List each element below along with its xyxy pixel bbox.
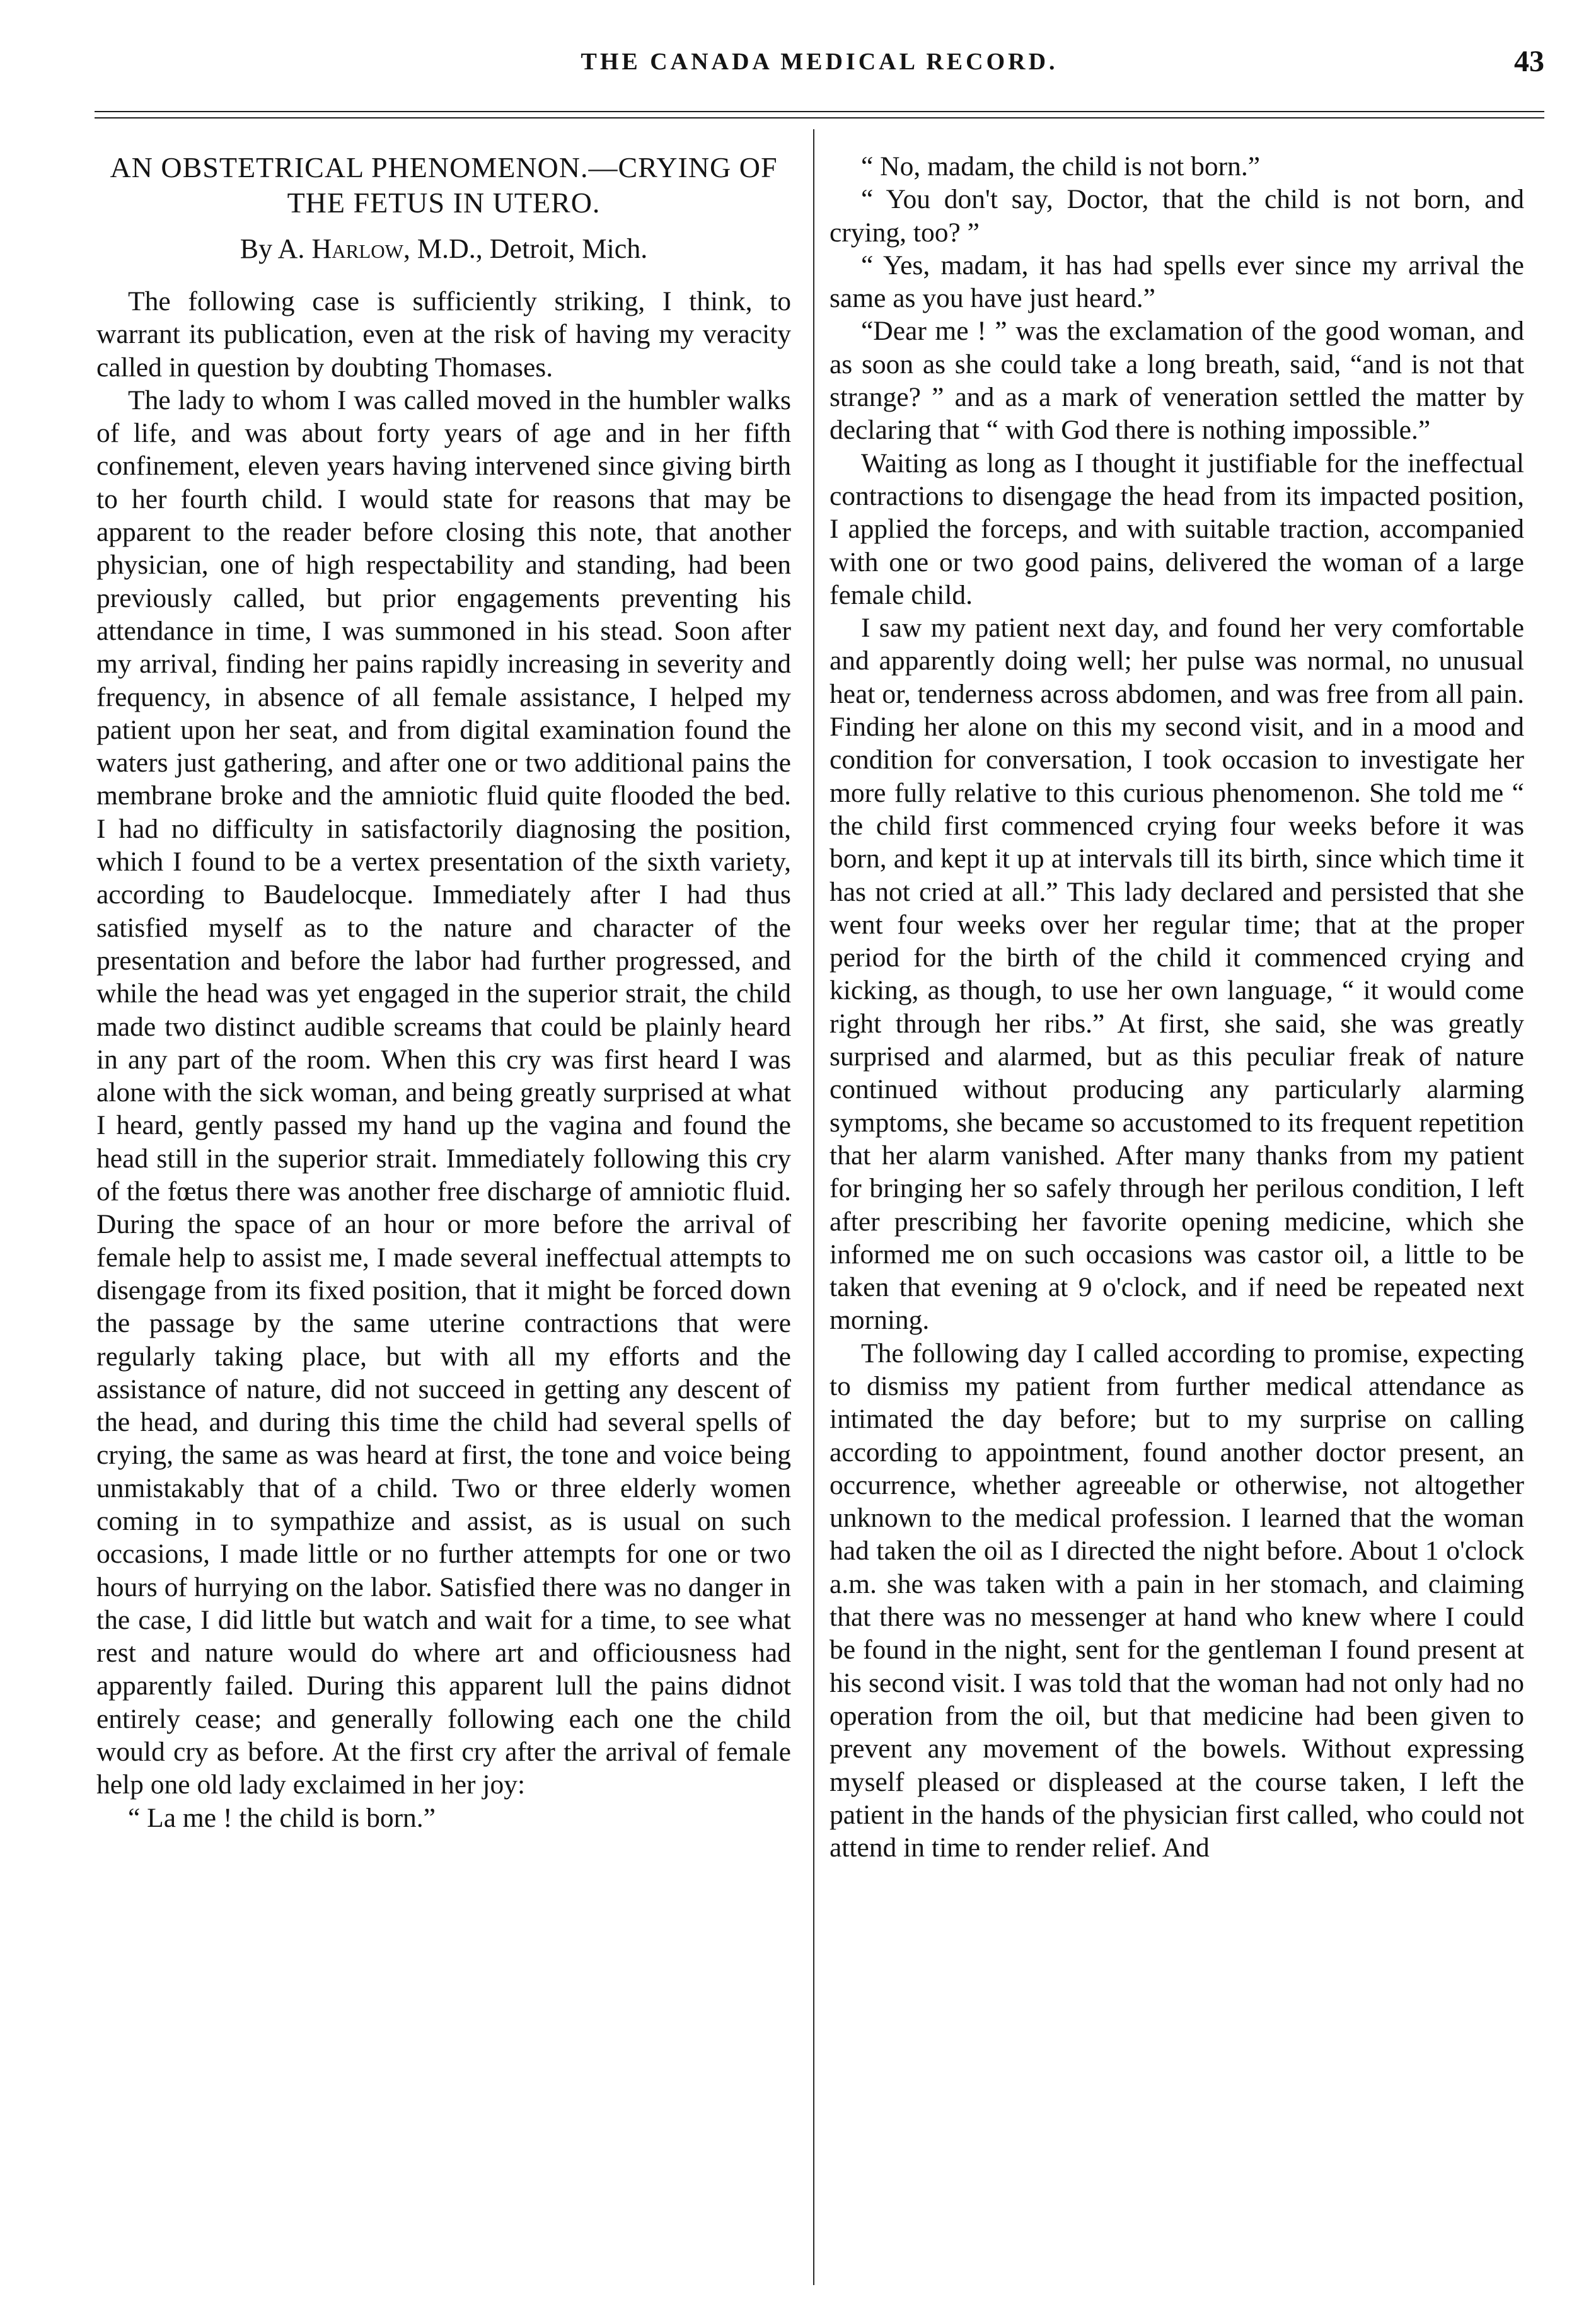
author-name: Harlow xyxy=(311,233,403,264)
journal-title: THE CANADA MEDICAL RECORD. xyxy=(581,49,1058,75)
paragraph: I saw my patient next day, and found her very comfortable and apparently doing well; her pulse was normal, no unusual heat or, tenderness across abdomen, and was free from all pain. Finding her alone on this my second visit, and in a mood and condition for conversation, I took occasion to investigate her more fully relative to this curious phenomenon. She told me “ the child first commenced crying four weeks before it was born, and kept it up at intervals till its birth, since which time it has not cried at all.” This lady declared and persisted that she went four weeks over her regular time; that at the proper period for the birth of the child it commenced crying and kicking, as though, to use her own language, “ it would come right through her ribs.” At first, she said, she was greatly surprised and alarmed, but as this peculiar freak of nature continued without producing any particularly alarming symptoms, she became so accustomed to its frequent repetition that her alarm vanished. After many thanks from my patient for bringing her so safely through her perilous condition, I left after prescribing her favorite opening medicine, which she informed me on such occasions was castor oil, a little to be taken that evening at 9 o'clock, and if need be repeated next morning. xyxy=(830,613,1524,1336)
article-title: AN OBSTETRICAL PHENOMENON.—CRYING OF THE FETUS IN UTERO. xyxy=(110,151,778,219)
paragraph: The following day I called according to promise, expecting to dismiss my patient from further medical attendance as intimated the day before; but to my surprise on calling according to appointment, found another doctor present, an occurrence, whether agreeable or otherwise, not altogether unknown to the medical profession. I learned that the woman had taken the oil as I directed the night before. About 1 o'clock a.m. she was taken with a pain in her stomach, and claiming that there was no messenger at hand who knew where I could be found in the night, sent for the gentleman I found present at his second visit. I was told that the woman had not only had no operation from the oil, but that medicine had been given to prevent any movement of the bowels. Without expressing myself pleased or displeased at the course taken, I left the patient in the hands of the physician first called, who could not attend in time to render relief. And xyxy=(830,1338,1524,1863)
paragraph: “ No, madam, the child is not born.” xyxy=(861,151,1261,182)
byline-suffix: , M.D., Detroit, Mich. xyxy=(403,233,648,264)
right-column xyxy=(830,150,1524,1864)
byline xyxy=(96,232,791,266)
header-rule-top xyxy=(95,111,1544,112)
column-divider xyxy=(813,129,814,2285)
paragraph: “ La me ! the child is born.” xyxy=(128,1802,436,1833)
paragraph: “Dear me ! ” was the exclamation of the good woman, and as soon as she could take a long breath, said, “and is not that strange? ” and as a mark of veneration settled the matter by declaring that “ with God there is nothing impossible.” xyxy=(830,316,1524,446)
paragraph: The following case is sufficiently striking, I think, to warrant its publication, even at the risk of having my veracity called in question by doubting Thomases. xyxy=(96,286,791,383)
paragraph: “ You don't say, Doctor, that the child is not born, and crying, too? ” xyxy=(830,184,1524,248)
page-number: 43 xyxy=(1514,45,1544,78)
page-header xyxy=(95,44,1544,95)
paragraph: “ Yes, madam, it has had spells ever since my arrival the same as you have just heard.” xyxy=(830,250,1524,314)
paragraph: The lady to whom I was called moved in the humbler walks of life, and was about forty years of age and in her fifth confinement, eleven years having intervened since giving birth to her fourth child. I would state for reasons that may be apparent to the reader before closing this note, that another physician, one of high respectability and standing, had been previously called, but prior engagements preventing his attendance in time, I was summoned in his stead. Soon after my arrival, finding her pains rapidly increasing in severity and frequency, in absence of all female assistance, I helped my patient upon her seat, and from digital examination found the waters just gathering, and after one or two additional pains the membrane broke and the amniotic fluid quite flooded the bed. I had no difficulty in satisfactorily diagnosing the position, which I found to be a vertex presentation of the sixth variety, according to Baudelocque. Immediately after I had thus satisfied myself as to the nature and character of the presentation and before the labor had further progressed, and while the head was yet engaged in the superior strait, the child made two distinct audible screams that could be plainly heard in any part of the room. When this cry was first heard I was alone with the sick woman, and being greatly surprised at what I heard, gently passed my hand up the vagina and found the head still in the superior strait. Immediately following this cry of the fœtus there was another free discharge of amniotic fluid. During the space of an hour or more before the arrival of female help to assist me, I made several ineffectual attempts to disengage from its fixed position, that it might be forced down the passage by the same uterine contractions that were regularly taking place, but with all my efforts and the assistance of nature, did not succeed in getting any descent of the head, and during this time the child had several spells of crying, the same as was heard at first, the tone and voice being unmistakably that of a child. Two or three elderly women coming in to sympathize and assist, as is usual on such occasions, I made little or no further attempts for one or two hours of hurrying on the labor. Satisfied there was no danger in the case, I did little but watch and wait for a time, to see what rest and nature would do where art and officiousness had apparently failed. During this apparent lull the pains didnot entirely cease; and generally following each one the child would cry as before. At the first cry after the arrival of female help one old lady exclaimed in her joy: xyxy=(96,385,791,1800)
paragraph: Waiting as long as I thought it justifiable for the ineffectual contractions to disengage the head from its impacted position, I applied the forceps, and with suitable traction, accompanied with one or two good pains, delivered the woman of a large female child. xyxy=(830,448,1524,610)
byline-prefix: By A. xyxy=(240,233,305,264)
header-rule-bottom xyxy=(95,117,1544,119)
left-column xyxy=(96,150,791,1834)
